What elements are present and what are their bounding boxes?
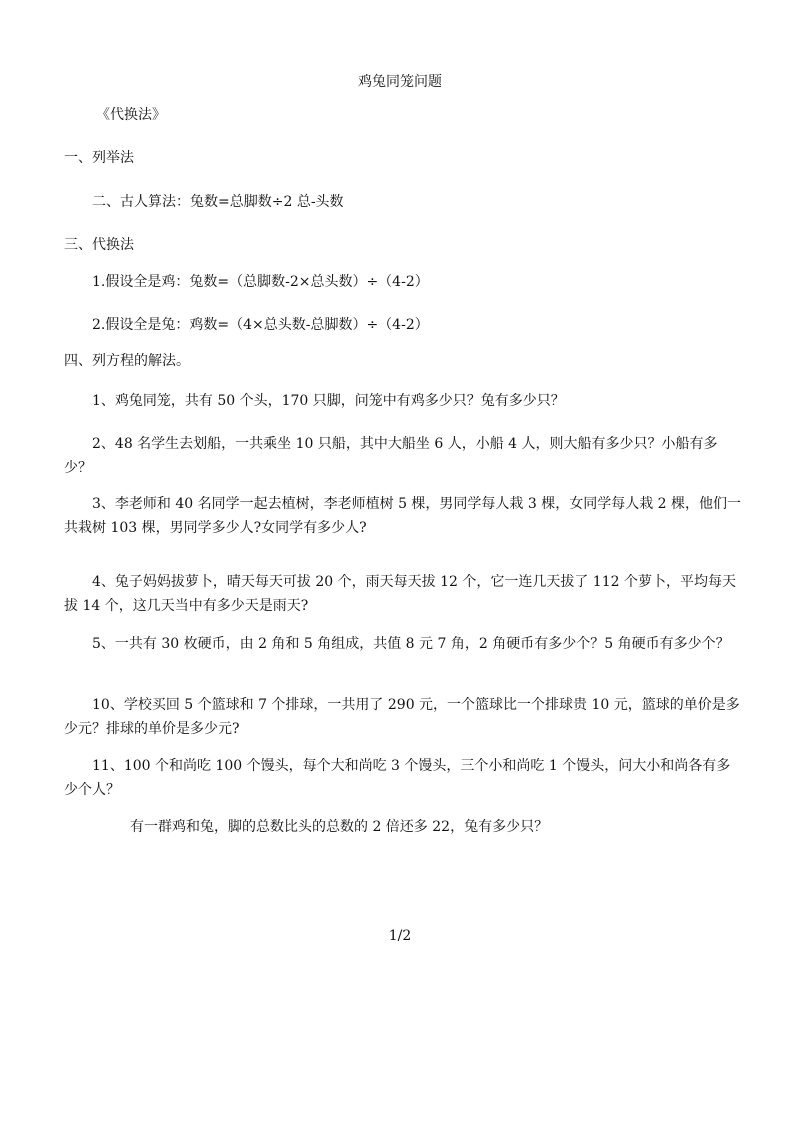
page-number: 1/2 — [388, 928, 412, 944]
problem-item: 10、学校买回 5 个篮球和 7 个排球，一共用了 290 元，一个篮球比一个排球贵 10 元，篮球的单价是多少元？排球的单价是多少元? — [64, 697, 740, 737]
page-title: 鸡兔同笼问题 — [358, 74, 442, 90]
subtitle: 《代换法》 — [96, 107, 166, 123]
formula: 1.假设全是鸡：兔数=（总脚数-2×总头数）÷（4-2） — [92, 274, 429, 290]
section-heading: 一、列举法 — [64, 150, 134, 166]
formula: 2.假设全是兔：鸡数=（4×总头数-总脚数）÷（4-2） — [92, 317, 429, 333]
problem-item: 5、一共有 30 枚硬币，由 2 角和 5 角组成，共值 8 元 7 角，2 角硬币有多少个？5 角硬币有多少个？ — [92, 636, 730, 652]
problem-item: 2、48 名学生去划船，一共乘坐 10 只船，其中大船坐 6 人，小船 4 人，则大船有多少只？小船有多少？ — [64, 436, 718, 476]
problem-item: 3、李老师和 40 名同学一起去植树，李老师植树 5 棵，男同学每人栽 3 棵，女同学每人栽 2 棵，他们一共栽树 103 棵，男同学多少人?女同学有多少人? — [64, 496, 742, 536]
section-heading: 二、古人算法：兔数=总脚数÷2 总-头数 — [92, 194, 344, 210]
extra-problem: 有一群鸡和兔，脚的总数比头的总数的 2 倍还多 22，兔有多少只？ — [130, 819, 549, 835]
problem-item: 1、鸡兔同笼，共有 50 个头，170 只脚，问笼中有鸡多少只？兔有多少只？ — [92, 393, 565, 409]
problem-item: 4、兔子妈妈拔萝卜，晴天每天可拔 20 个，雨天每天拔 12 个，它一连几天拔了 112 个萝卜，平均每天拔 14 个，这几天当中有多少天是雨天? — [64, 574, 736, 614]
problem-item: 11、100 个和尚吃 100 个馒头，每个大和尚吃 3 个馒头，三个小和尚吃 1 个馒头，问大小和尚各有多少个人？ — [64, 758, 731, 798]
section-heading: 四、列方程的解法。 — [64, 353, 190, 369]
section-heading: 三、代换法 — [64, 237, 134, 253]
